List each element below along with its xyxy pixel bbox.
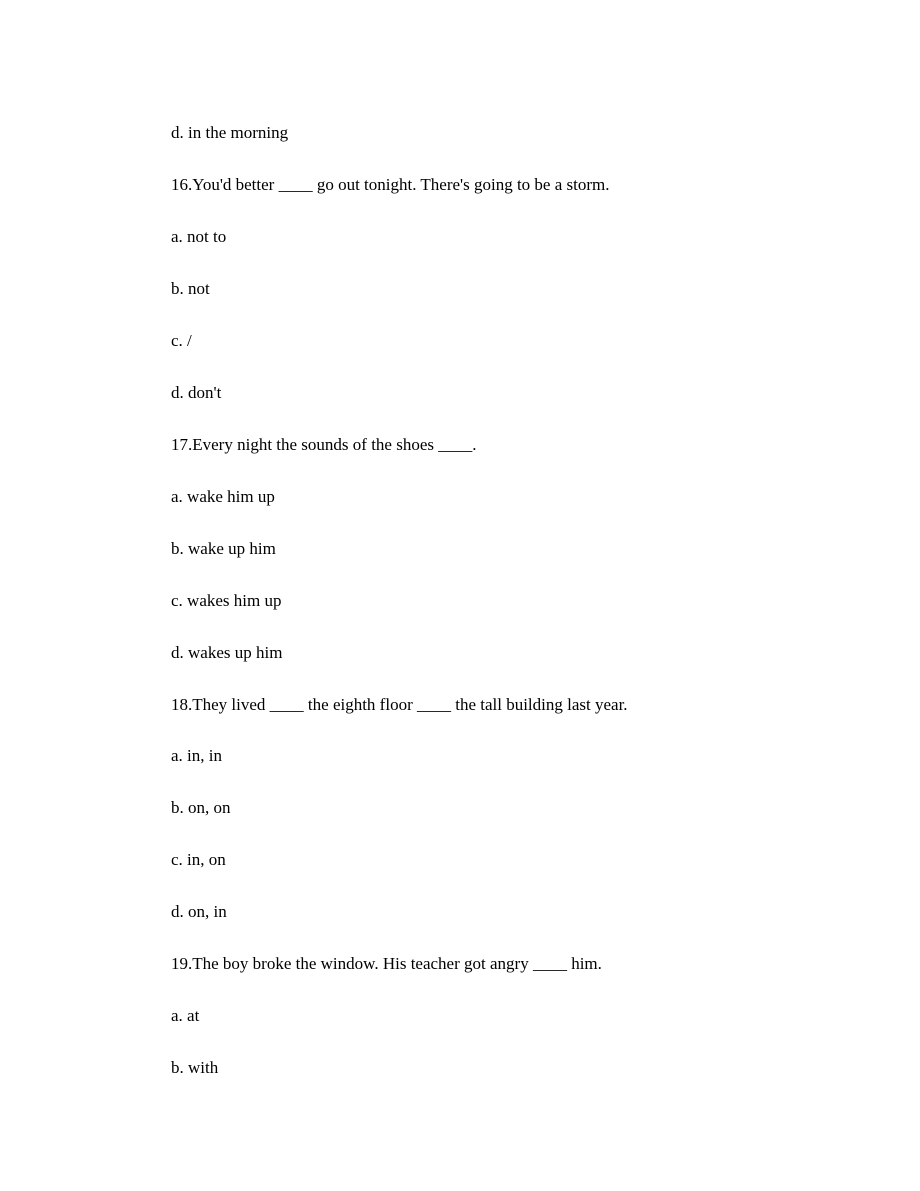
option-a-q18: a. in, in <box>171 746 222 765</box>
option-d-q16: d. don't <box>171 383 222 402</box>
option-d-q17: d. wakes up him <box>171 643 283 662</box>
question-17: 17.Every night the sounds of the shoes ____. <box>171 435 477 454</box>
question-19: 19.The boy broke the window. His teacher got angry ____ him. <box>171 954 602 973</box>
option-d-q15: d. in the morning <box>171 123 289 142</box>
option-c-q16: c. / <box>171 331 192 350</box>
option-b-q17: b. wake up him <box>171 539 276 558</box>
option-a-q17: a. wake him up <box>171 487 275 506</box>
option-c-q18: c. in, on <box>171 850 226 869</box>
option-b-q16: b. not <box>171 279 210 298</box>
question-18: 18.They lived ____ the eighth floor ____ the tall building last year. <box>171 695 628 714</box>
option-a-q19: a. at <box>171 1006 200 1025</box>
option-a-q16: a. not to <box>171 227 227 246</box>
option-c-q17: c. wakes him up <box>171 591 282 610</box>
option-d-q18: d. on, in <box>171 902 227 921</box>
option-b-q18: b. on, on <box>171 798 231 817</box>
option-b-q19: b. with <box>171 1058 219 1077</box>
question-16: 16.You'd better ____ go out tonight. There's going to be a storm. <box>171 175 610 194</box>
